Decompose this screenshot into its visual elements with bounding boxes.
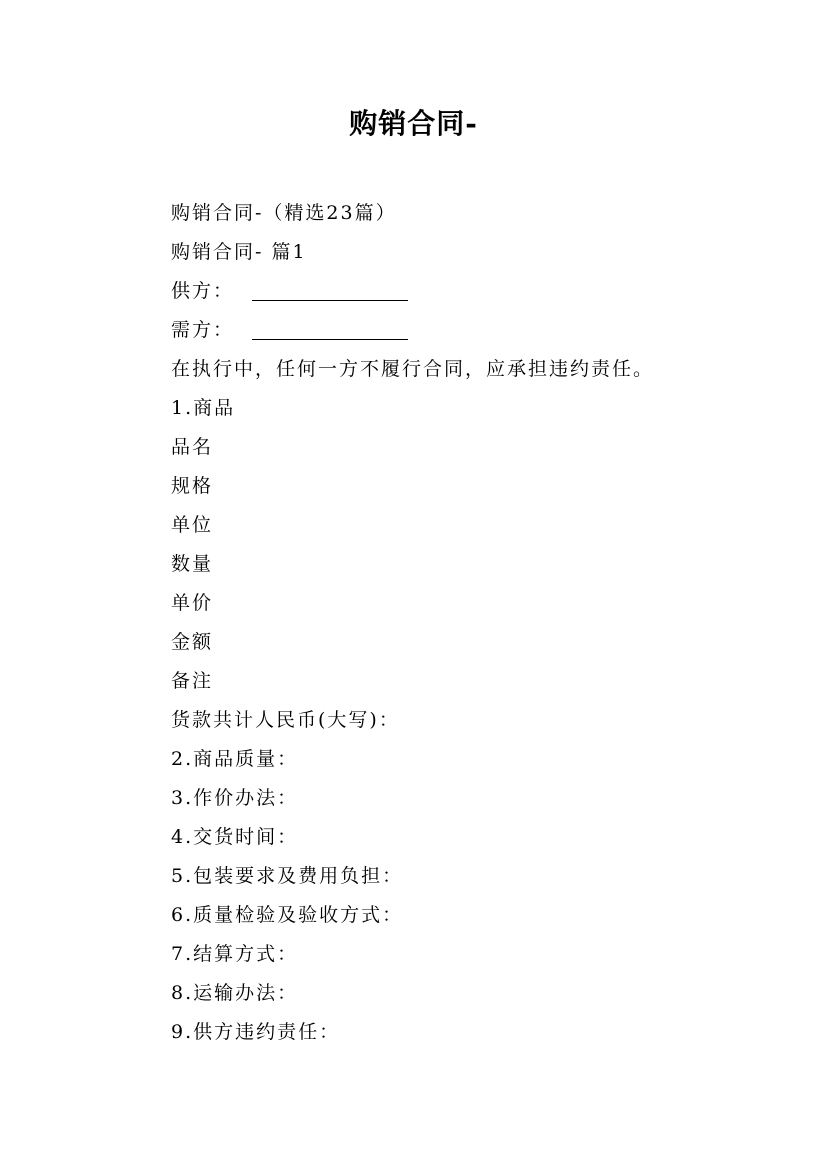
buyer-line	[171, 311, 771, 350]
item-2-quality: 2.商品质量：	[171, 748, 299, 770]
item-8-transport: 8.运输办法：	[171, 982, 299, 1004]
document-subtitle: 购销合同-（精选23篇）	[171, 202, 397, 224]
item-9-supplier-liability: 9.供方违约责任：	[171, 1021, 341, 1043]
item-5-packaging: 5.包装要求及费用负担：	[171, 865, 404, 887]
supplier-blank-field	[252, 299, 408, 301]
document-body	[171, 194, 771, 1052]
buyer-label: 需方：	[171, 319, 235, 341]
field-quantity: 数量	[171, 553, 214, 575]
item-6-inspection: 6.质量检验及验收方式：	[171, 904, 404, 926]
document-title: 购销合同-	[349, 107, 478, 140]
buyer-blank-field	[252, 338, 408, 340]
item-7-settlement: 7.结算方式：	[171, 943, 299, 965]
supplier-line	[171, 272, 771, 311]
item-1-goods: 1.商品	[171, 397, 236, 419]
intro-paragraph: 在执行中，任何一方不履行合同，应承担违约责任。	[171, 358, 655, 380]
supplier-label: 供方：	[171, 280, 235, 302]
field-unit: 单位	[171, 514, 214, 536]
field-amount: 金额	[171, 631, 214, 653]
part-heading: 购销合同- 篇1	[171, 241, 307, 263]
item-3-pricing: 3.作价办法：	[171, 787, 299, 809]
item-4-delivery-time: 4.交货时间：	[171, 826, 299, 848]
field-note: 备注	[171, 670, 214, 692]
total-payment-line: 货款共计人民币(大写)：	[171, 709, 400, 731]
field-unit-price: 单价	[171, 592, 214, 614]
field-specification: 规格	[171, 475, 214, 497]
field-product-name: 品名	[171, 436, 214, 458]
